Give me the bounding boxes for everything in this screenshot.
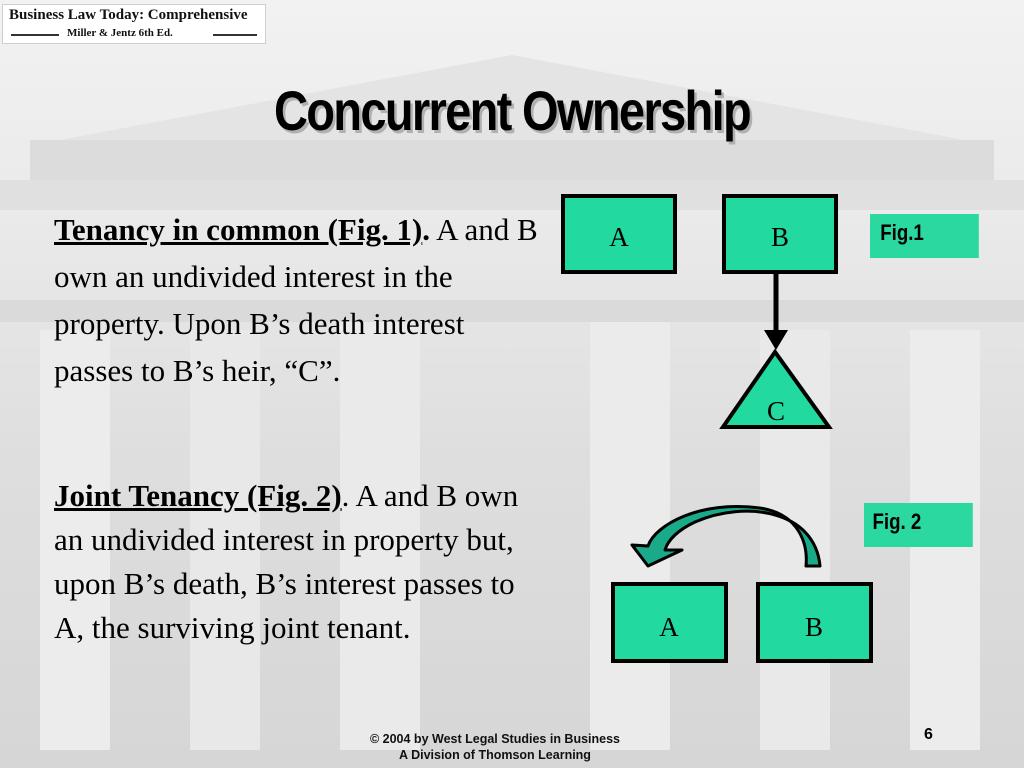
- term-period: .: [422, 212, 431, 247]
- joint-tenancy-text: . A and B own an undivided interest in property but, upon B’s death, B’s interest passes to A, the surviving joint tenant.: [54, 478, 519, 645]
- inheritance-arrow-head: [764, 330, 788, 350]
- slide-title: Concurrent Ownership: [273, 79, 751, 142]
- tenancy-in-common-term: Tenancy in common (Fig. 1): [54, 212, 423, 247]
- fig1-box-a-label: A: [609, 222, 629, 252]
- fig1-label: Fig.1: [870, 214, 979, 258]
- copyright-line-1: © 2004 by West Legal Studies in Business: [369, 732, 621, 746]
- fig2-box-a-label: A: [659, 612, 679, 642]
- fig2-box-b-label: B: [804, 612, 824, 642]
- tenancy-in-common-text: A and B own an undivided interest in the property. Upon B’s death interest passes to B’s heir, “C”.: [54, 212, 538, 388]
- fig2-label: Fig. 2: [864, 503, 973, 547]
- fig1-box-b-label: B: [770, 222, 790, 252]
- copyright-line-2: A Division of Thomson Learning: [399, 748, 591, 762]
- joint-tenancy-term: Joint Tenancy (Fig. 2): [54, 478, 342, 513]
- survivorship-arrow: [632, 506, 820, 566]
- brand-title: Business Law Today: Comprehensive: [9, 7, 248, 23]
- page-number: 6: [924, 726, 933, 743]
- brand-edition: Miller & Jentz 6th Ed.: [67, 27, 173, 39]
- fig1-heir-label: C: [766, 396, 786, 426]
